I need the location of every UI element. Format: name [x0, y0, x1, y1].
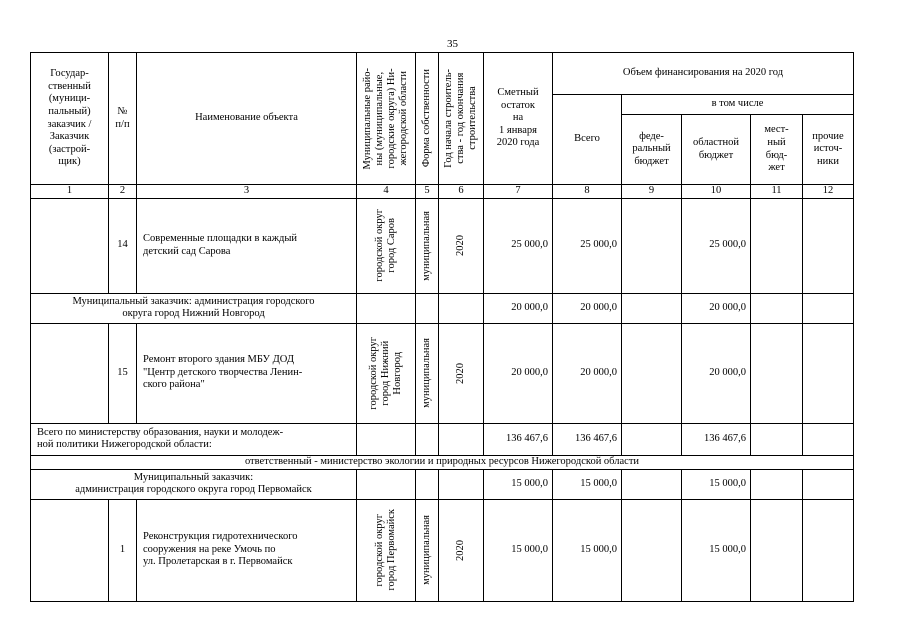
local-cell: [751, 499, 803, 601]
year-cell: [439, 469, 484, 499]
total-cell: 136 467,6: [553, 423, 622, 455]
ownership-cell: [416, 423, 439, 455]
regional-cell: 15 000,0: [682, 469, 751, 499]
district-cell: [357, 423, 416, 455]
other-cell: [803, 198, 854, 293]
header-federal: феде- ральный бюджет: [622, 115, 682, 185]
section-row: [31, 455, 854, 469]
object-name: Реконструкция гидротехнического сооружения на реке Умочь по ул. Пролетарская в г. Первомайск: [137, 499, 357, 601]
ownership-cell: муниципальная: [416, 198, 439, 293]
cell-empty: [31, 198, 109, 293]
balance-cell: 20 000,0: [484, 293, 553, 323]
ministry-total-label: Всего по министерству образования, науки и молодеж- ной политики Нижегородской области:: [31, 423, 357, 455]
table-row: [31, 293, 854, 323]
district-cell: городской округ город Первомайск: [357, 499, 416, 601]
header-financing: Объем финансирования на 2020 год: [553, 53, 854, 95]
year-cell: 2020: [439, 499, 484, 601]
section-title: ответственный - министерство экологии и природных ресурсов Нижегородской области: [31, 455, 854, 469]
header-regional: областной бюджет: [682, 115, 751, 185]
col-number: 3: [137, 185, 357, 199]
regional-cell: 25 000,0: [682, 198, 751, 293]
financing-table: [30, 52, 854, 602]
header-customer: Государ- ственный (муници- пальный) заказчик / Заказчик (застрой- щик): [31, 53, 109, 185]
header-total: Всего: [553, 95, 622, 185]
header-including: в том числе: [622, 95, 854, 115]
federal-cell: [622, 423, 682, 455]
header-object-name: Наименование объекта: [137, 53, 357, 185]
balance-cell: 25 000,0: [484, 198, 553, 293]
col-number: 9: [622, 185, 682, 199]
ownership-cell: муниципальная: [416, 499, 439, 601]
total-cell: 20 000,0: [553, 293, 622, 323]
col-number: 6: [439, 185, 484, 199]
column-numbers-row: [31, 185, 854, 199]
federal-cell: [622, 198, 682, 293]
row-number: 1: [109, 499, 137, 601]
ownership-cell: муниципальная: [416, 323, 439, 423]
table-row: [31, 469, 854, 499]
total-cell: 15 000,0: [553, 499, 622, 601]
page-number: 35: [447, 38, 458, 50]
regional-cell: 15 000,0: [682, 499, 751, 601]
federal-cell: [622, 293, 682, 323]
table-row: [31, 499, 854, 601]
row-number: 14: [109, 198, 137, 293]
col-number: 10: [682, 185, 751, 199]
col-number: 4: [357, 185, 416, 199]
federal-cell: [622, 499, 682, 601]
balance-cell: 20 000,0: [484, 323, 553, 423]
balance-cell: 136 467,6: [484, 423, 553, 455]
cell-empty: [31, 499, 109, 601]
balance-cell: 15 000,0: [484, 469, 553, 499]
regional-cell: 20 000,0: [682, 323, 751, 423]
regional-cell: 20 000,0: [682, 293, 751, 323]
other-cell: [803, 323, 854, 423]
local-cell: [751, 323, 803, 423]
local-cell: [751, 293, 803, 323]
col-number: 2: [109, 185, 137, 199]
district-cell: городской округ город Саров: [357, 198, 416, 293]
district-cell: городской округ город Нижний Новгород: [357, 323, 416, 423]
col-number: 8: [553, 185, 622, 199]
local-cell: [751, 198, 803, 293]
other-cell: [803, 499, 854, 601]
table-row: [31, 323, 854, 423]
header-district: Муниципальные райо- ны (муниципальные, городские округа) Ни- жегородской области: [357, 53, 416, 185]
col-number: 1: [31, 185, 109, 199]
customer-label: Муниципальный заказчик: администрация городского округа город Нижний Новгород: [31, 293, 357, 323]
header-ownership: Форма собственности: [416, 53, 439, 185]
customer-label: Муниципальный заказчик: администрация городского округа город Первомайск: [31, 469, 357, 499]
col-number: 5: [416, 185, 439, 199]
object-name: Современные площадки в каждый детский сад Сарова: [137, 198, 357, 293]
other-cell: [803, 469, 854, 499]
federal-cell: [622, 469, 682, 499]
table-row: [31, 423, 854, 455]
ownership-cell: [416, 293, 439, 323]
balance-cell: 15 000,0: [484, 499, 553, 601]
header-row-1: [31, 53, 854, 95]
total-cell: 25 000,0: [553, 198, 622, 293]
other-cell: [803, 293, 854, 323]
regional-cell: 136 467,6: [682, 423, 751, 455]
total-cell: 15 000,0: [553, 469, 622, 499]
ownership-cell: [416, 469, 439, 499]
year-cell: [439, 293, 484, 323]
row-number: 15: [109, 323, 137, 423]
header-balance: Сметный остаток на 1 января 2020 года: [484, 53, 553, 185]
total-cell: 20 000,0: [553, 323, 622, 423]
district-cell: [357, 293, 416, 323]
col-number: 12: [803, 185, 854, 199]
header-num: № п/п: [109, 53, 137, 185]
header-years: Год начала строитель- ства - год окончания строительства: [439, 53, 484, 185]
cell-empty: [31, 323, 109, 423]
local-cell: [751, 469, 803, 499]
col-number: 11: [751, 185, 803, 199]
col-number: 7: [484, 185, 553, 199]
district-cell: [357, 469, 416, 499]
year-cell: [439, 423, 484, 455]
object-name: Ремонт второго здания МБУ ДОД "Центр детского творчества Ленин- ского района": [137, 323, 357, 423]
federal-cell: [622, 323, 682, 423]
header-local: мест- ный бюд- жет: [751, 115, 803, 185]
other-cell: [803, 423, 854, 455]
year-cell: 2020: [439, 323, 484, 423]
year-cell: 2020: [439, 198, 484, 293]
local-cell: [751, 423, 803, 455]
header-other: прочие источ- ники: [803, 115, 854, 185]
table-row: [31, 198, 854, 293]
